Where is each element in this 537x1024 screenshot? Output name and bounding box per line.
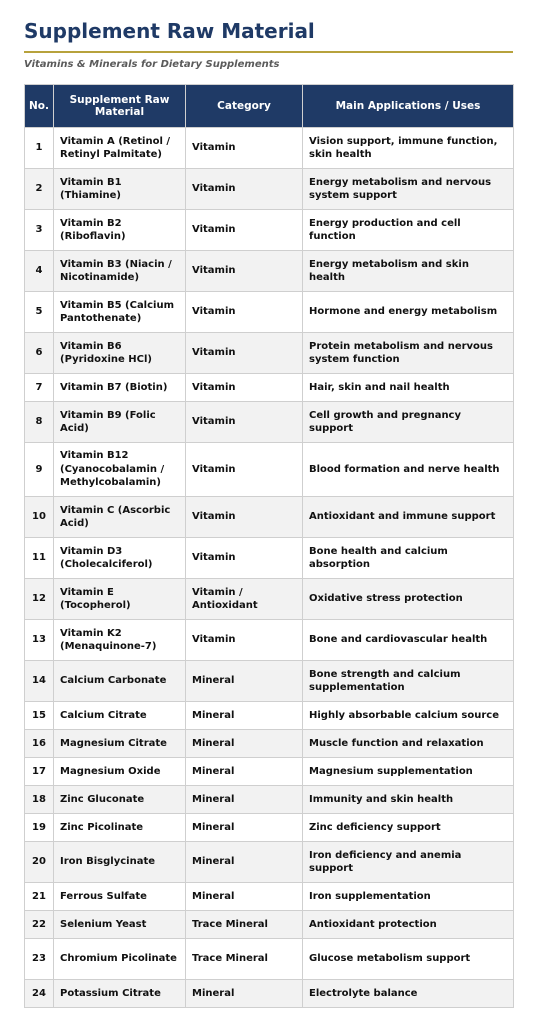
- cell-material: Chromium Picolinate: [54, 939, 186, 980]
- cell-material: Vitamin B3 (Niacin / Nicotinamide): [54, 251, 186, 292]
- cell-no: 22: [25, 911, 54, 939]
- page-subtitle: Vitamins & Minerals for Dietary Supplements: [24, 59, 280, 70]
- cell-uses: Electrolyte balance: [303, 980, 514, 1008]
- cell-uses: Zinc deficiency support: [303, 814, 514, 842]
- cell-category: Vitamin: [186, 128, 303, 169]
- cell-material: Potassium Citrate: [54, 980, 186, 1008]
- cell-material: Magnesium Oxide: [54, 758, 186, 786]
- cell-material: Vitamin A (Retinol / Retinyl Palmitate): [54, 128, 186, 169]
- cell-material: Zinc Picolinate: [54, 814, 186, 842]
- table-row: [25, 911, 514, 939]
- cell-no: 6: [25, 333, 54, 374]
- supplement-table: [24, 84, 514, 1008]
- cell-no: 13: [25, 620, 54, 661]
- cell-material: Vitamin D3 (Cholecalciferol): [54, 538, 186, 579]
- cell-category: Vitamin: [186, 333, 303, 374]
- cell-category: Mineral: [186, 702, 303, 730]
- cell-category: Mineral: [186, 814, 303, 842]
- table-row: [25, 579, 514, 620]
- table-row: [25, 814, 514, 842]
- cell-category: Vitamin: [186, 251, 303, 292]
- cell-no: 7: [25, 374, 54, 402]
- cell-uses: Cell growth and pregnancy support: [303, 402, 514, 443]
- table-row: [25, 842, 514, 883]
- cell-material: Calcium Citrate: [54, 702, 186, 730]
- table-row: [25, 730, 514, 758]
- cell-uses: Iron supplementation: [303, 883, 514, 911]
- cell-uses: Energy production and cell function: [303, 210, 514, 251]
- table-row: [25, 128, 514, 169]
- cell-uses: Blood formation and nerve health: [303, 443, 514, 497]
- cell-material: Selenium Yeast: [54, 911, 186, 939]
- cell-uses: Highly absorbable calcium source: [303, 702, 514, 730]
- cell-uses: Oxidative stress protection: [303, 579, 514, 620]
- cell-material: Vitamin C (Ascorbic Acid): [54, 497, 186, 538]
- cell-material: Vitamin B2 (Riboflavin): [54, 210, 186, 251]
- cell-uses: Energy metabolism and nervous system support: [303, 169, 514, 210]
- cell-category: Mineral: [186, 980, 303, 1008]
- cell-uses: Hair, skin and nail health: [303, 374, 514, 402]
- cell-no: 10: [25, 497, 54, 538]
- cell-category: Trace Mineral: [186, 939, 303, 980]
- cell-category: Vitamin: [186, 374, 303, 402]
- cell-category: Vitamin: [186, 292, 303, 333]
- cell-no: 8: [25, 402, 54, 443]
- cell-no: 15: [25, 702, 54, 730]
- cell-no: 2: [25, 169, 54, 210]
- cell-category: Vitamin: [186, 538, 303, 579]
- cell-category: Mineral: [186, 842, 303, 883]
- cell-no: 19: [25, 814, 54, 842]
- cell-no: 23: [25, 939, 54, 980]
- cell-no: 24: [25, 980, 54, 1008]
- cell-no: 20: [25, 842, 54, 883]
- cell-material: Vitamin B7 (Biotin): [54, 374, 186, 402]
- cell-category: Vitamin: [186, 620, 303, 661]
- cell-no: 18: [25, 786, 54, 814]
- table-row: [25, 620, 514, 661]
- cell-uses: Vision support, immune function, skin health: [303, 128, 514, 169]
- cell-uses: Glucose metabolism support: [303, 939, 514, 980]
- table-row: [25, 210, 514, 251]
- cell-material: Iron Bisglycinate: [54, 842, 186, 883]
- cell-category: Vitamin: [186, 210, 303, 251]
- cell-category: Vitamin / Antioxidant: [186, 579, 303, 620]
- cell-category: Vitamin: [186, 402, 303, 443]
- cell-uses: Magnesium supplementation: [303, 758, 514, 786]
- table-row: [25, 758, 514, 786]
- table-row: [25, 251, 514, 292]
- page-title: Supplement Raw Material: [24, 19, 315, 43]
- table-row: [25, 980, 514, 1008]
- cell-category: Vitamin: [186, 169, 303, 210]
- cell-material: Zinc Gluconate: [54, 786, 186, 814]
- table-row: [25, 374, 514, 402]
- table-row: [25, 786, 514, 814]
- cell-category: Vitamin: [186, 497, 303, 538]
- cell-material: Vitamin E (Tocopherol): [54, 579, 186, 620]
- cell-material: Vitamin B12 (Cyanocobalamin / Methylcobalamin): [54, 443, 186, 497]
- cell-category: Mineral: [186, 883, 303, 911]
- cell-material: Calcium Carbonate: [54, 661, 186, 702]
- cell-material: Vitamin B6 (Pyridoxine HCl): [54, 333, 186, 374]
- cell-category: Mineral: [186, 730, 303, 758]
- cell-category: Mineral: [186, 758, 303, 786]
- cell-uses: Bone and cardiovascular health: [303, 620, 514, 661]
- table-row: [25, 292, 514, 333]
- cell-material: Vitamin B5 (Calcium Pantothenate): [54, 292, 186, 333]
- cell-no: 11: [25, 538, 54, 579]
- table-row: [25, 702, 514, 730]
- cell-material: Magnesium Citrate: [54, 730, 186, 758]
- cell-uses: Energy metabolism and skin health: [303, 251, 514, 292]
- cell-no: 1: [25, 128, 54, 169]
- cell-uses: Protein metabolism and nervous system function: [303, 333, 514, 374]
- header-category: Category: [186, 85, 303, 128]
- header-material: Supplement Raw Material: [54, 85, 186, 128]
- cell-no: 16: [25, 730, 54, 758]
- table-row: [25, 443, 514, 497]
- cell-category: Vitamin: [186, 443, 303, 497]
- table-row: [25, 497, 514, 538]
- cell-no: 4: [25, 251, 54, 292]
- cell-category: Trace Mineral: [186, 911, 303, 939]
- cell-uses: Antioxidant protection: [303, 911, 514, 939]
- header-no: No.: [25, 85, 54, 128]
- cell-uses: Immunity and skin health: [303, 786, 514, 814]
- cell-material: Vitamin K2 (Menaquinone-7): [54, 620, 186, 661]
- cell-category: Mineral: [186, 786, 303, 814]
- table-body: [25, 128, 514, 1008]
- table-row: [25, 538, 514, 579]
- cell-material: Vitamin B9 (Folic Acid): [54, 402, 186, 443]
- title-divider: [24, 51, 513, 53]
- table-row: [25, 883, 514, 911]
- cell-uses: Antioxidant and immune support: [303, 497, 514, 538]
- table-row: [25, 333, 514, 374]
- table-row: [25, 169, 514, 210]
- cell-material: Ferrous Sulfate: [54, 883, 186, 911]
- cell-uses: Iron deficiency and anemia support: [303, 842, 514, 883]
- table-header-row: [25, 85, 514, 128]
- cell-category: Mineral: [186, 661, 303, 702]
- header-uses: Main Applications / Uses: [303, 85, 514, 128]
- cell-material: Vitamin B1 (Thiamine): [54, 169, 186, 210]
- cell-no: 3: [25, 210, 54, 251]
- cell-no: 14: [25, 661, 54, 702]
- cell-no: 9: [25, 443, 54, 497]
- table-row: [25, 661, 514, 702]
- cell-uses: Bone strength and calcium supplementation: [303, 661, 514, 702]
- cell-uses: Hormone and energy metabolism: [303, 292, 514, 333]
- table-row: [25, 939, 514, 980]
- cell-no: 5: [25, 292, 54, 333]
- cell-no: 21: [25, 883, 54, 911]
- table-row: [25, 402, 514, 443]
- cell-no: 17: [25, 758, 54, 786]
- cell-uses: Muscle function and relaxation: [303, 730, 514, 758]
- cell-uses: Bone health and calcium absorption: [303, 538, 514, 579]
- cell-no: 12: [25, 579, 54, 620]
